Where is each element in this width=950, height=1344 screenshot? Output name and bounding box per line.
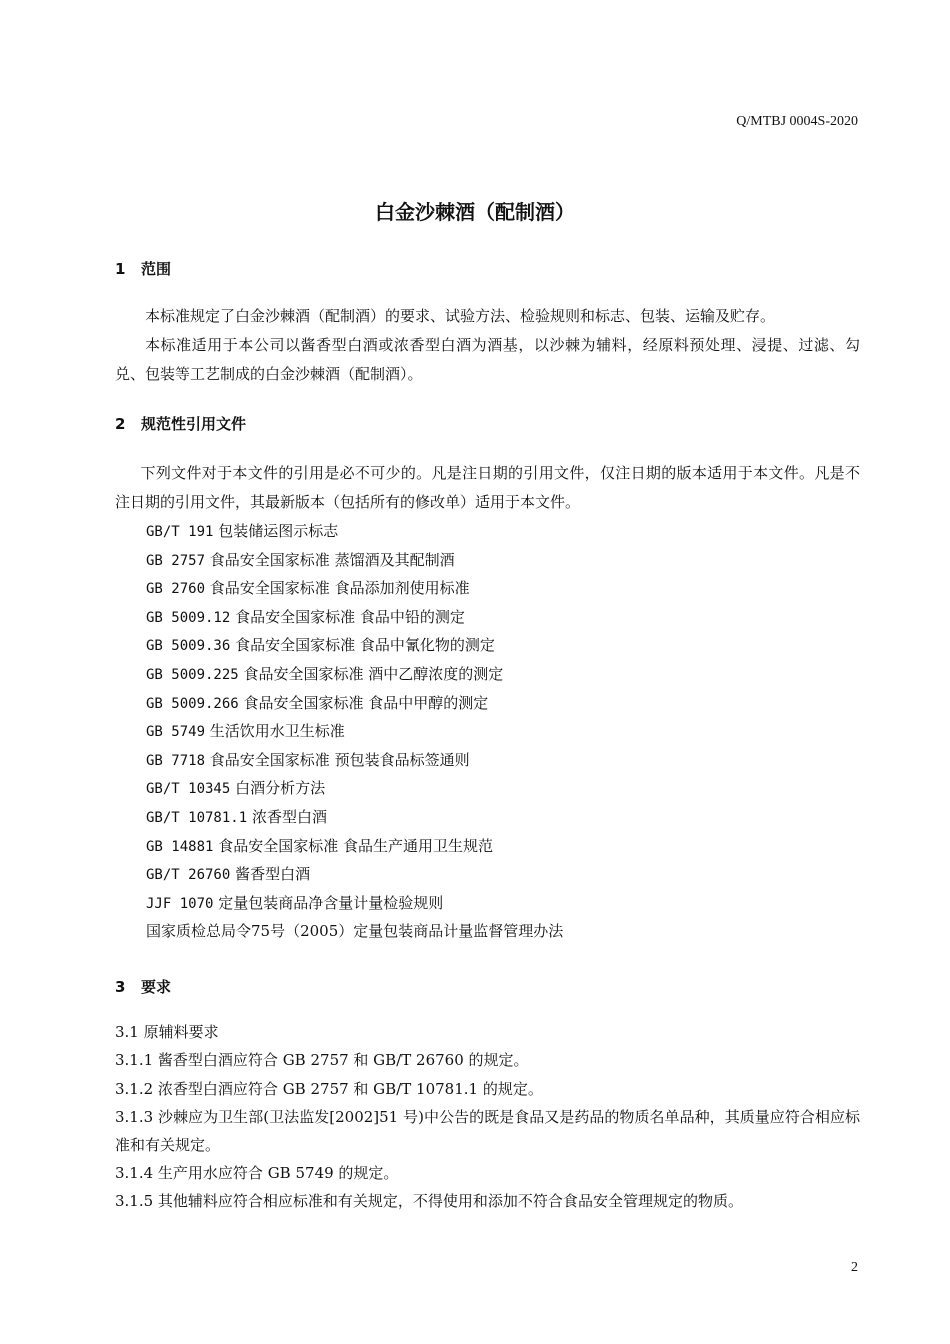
reference-title: 食品安全国家标准 酒中乙醇浓度的测定 [243,664,504,683]
reference-item [146,803,563,832]
reference-item [146,717,563,746]
reference-code: GB 5009.266 [146,695,239,712]
reference-title: 国家质检总局令75号（2005）定量包装商品计量监督管理办法 [146,922,564,941]
reference-code: GB 14881 [146,838,214,855]
reference-title: 食品安全国家标准 食品中甲醇的测定 [243,693,489,712]
reference-title: 浓香型白酒 [251,807,327,826]
page-title: 白金沙棘酒（配制酒） [375,200,575,224]
page-number: 2 [851,1260,858,1275]
reference-code: GB 2757 [146,552,206,569]
section-title: 规范性引用文件 [141,415,247,433]
reference-code: GB/T 10781.1 [146,809,248,826]
reference-code: GB/T 191 [146,524,214,540]
section-number: 2 [115,415,126,433]
reference-item [146,574,563,603]
reference-title: 酱香型白酒 [235,865,311,884]
reference-item [146,917,563,946]
reference-title: 包装储运图示标志 [218,522,339,540]
document-code: Q/MTBJ 0004S-2020 [736,114,858,129]
reference-item [146,689,563,718]
reference-item [146,546,563,575]
reference-title: 定量包装商品净含量计量检验规则 [218,893,444,912]
reference-title: 食品安全国家标准 预包装食品标签通则 [209,750,470,769]
scope-paragraph-2: 本标准适用于本公司以酱香型白酒或浓香型白酒为酒基，以沙棘为辅料，经原料预处理、浸提、过滤、勾兑、包装等工艺制成的白金沙棘酒（配制酒）。 [115,336,860,383]
requirement-line: 3.1.3 沙棘应为卫生部(卫法监发[2002]51 号)中公告的既是食品又是药品的物质名单品种，其质量应符合相应标准和有关规定。 [115,1108,860,1154]
scope-paragraph-1: 本标准规定了白金沙棘酒（配制酒）的要求、试验方法、检验规则和标志、包装、运输及贮存。 [145,307,776,325]
reference-title: 白酒分析方法 [235,779,326,798]
requirement-line: 3.1 原辅料要求 [115,1023,219,1041]
reference-code: GB 2760 [146,581,206,598]
reference-title: 食品安全国家标准 食品生产通用卫生规范 [218,836,493,855]
reference-item [146,517,563,546]
reference-title: 生活饮用水卫生标准 [209,722,345,741]
reference-item [146,746,563,775]
reference-code: GB/T 26760 [146,867,231,884]
requirement-line: 3.1.5 其他辅料应符合相应标准和有关规定，不得使用和添加不符合食品安全管理规定的物质。 [115,1192,743,1210]
section-title: 范围 [141,260,172,278]
reference-code: JJF 1070 [146,895,214,912]
reference-item [146,889,563,918]
section-heading-references [115,413,246,434]
reference-list [146,517,563,946]
reference-code: GB 5009.36 [146,638,231,655]
section-number: 1 [115,260,126,278]
reference-item [146,603,563,632]
reference-item [146,631,563,660]
reference-item [146,774,563,803]
section-title: 要求 [141,978,172,996]
requirement-line: 3.1.2 浓香型白酒应符合 GB 2757 和 GB/T 10781.1 的规定。 [115,1080,543,1098]
reference-title: 食品安全国家标准 食品添加剂使用标准 [209,579,470,598]
reference-title: 食品安全国家标准 食品中氰化物的测定 [235,636,495,655]
reference-code: GB 5009.225 [146,666,239,683]
section-heading-scope [115,258,171,279]
section-heading-requirements [115,976,171,997]
reference-item [146,860,563,889]
reference-item [146,660,563,689]
requirement-line: 3.1.1 酱香型白酒应符合 GB 2757 和 GB/T 26760 的规定。 [115,1051,529,1069]
reference-code: GB 7718 [146,752,206,769]
reference-item [146,832,563,861]
requirement-line: 3.1.4 生产用水应符合 GB 5749 的规定。 [115,1164,399,1182]
references-intro: 下列文件对于本文件的引用是必不可少的。凡是注日期的引用文件，仅注日期的版本适用于本文件。凡是不注日期的引用文件，其最新版本（包括所有的修改单）适用于本文件。 [115,464,860,511]
reference-code: GB 5749 [146,724,206,741]
reference-title: 食品安全国家标准 蒸馏酒及其配制酒 [209,550,455,569]
reference-code: GB/T 10345 [146,781,231,798]
section-number: 3 [115,978,126,996]
reference-title: 食品安全国家标准 食品中铅的测定 [235,607,465,626]
reference-code: GB 5009.12 [146,609,231,626]
